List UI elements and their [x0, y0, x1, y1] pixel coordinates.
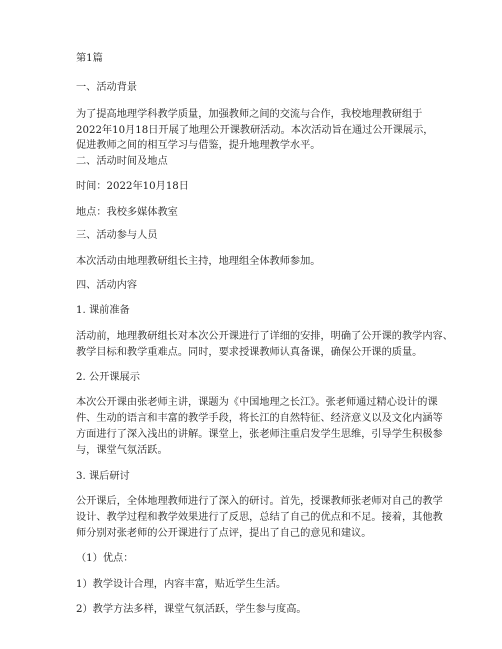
section-heading-content: 四、活动内容	[76, 280, 138, 291]
subsection-heading-discussion: 3. 课后研讨	[76, 471, 130, 482]
advantage-item: 1）教学设计合理，内容丰富，贴近学生生活。	[76, 579, 287, 590]
participants-paragraph: 本次活动由地理教研组长主持，地理组全体教师参加。	[76, 256, 321, 267]
section-heading-participants: 三、活动参与人员	[76, 230, 158, 241]
demo-paragraph-line: 方面进行了深入浅出的讲解。课堂上，张老师注重启发学生思维，引导学生积极参	[76, 429, 443, 440]
background-paragraph-line: 为了提高地理学科教学质量，加强教师之间的交流与合作，我校地理教研组于	[76, 109, 423, 120]
discussion-paragraph-line: 师分别对张老师的公开课进行了点评，提出了自己的意见和建议。	[76, 528, 372, 539]
section-heading-time-place: 二、活动时间及地点	[76, 156, 168, 167]
preparation-paragraph-line: 活动前，地理教研组长对本次公开课进行了详细的安排，明确了公开课的教学内容、	[76, 331, 453, 342]
discussion-paragraph-line: 设计、教学过程和教学效果进行了反思，总结了自己的优点和不足。接着，其他教	[76, 512, 443, 523]
subsection-heading-preparation: 1. 课前准备	[76, 305, 130, 316]
activity-time: 时间：2022年10月18日	[76, 181, 189, 192]
discussion-paragraph-line: 公开课后，全体地理教师进行了深入的研讨。首先，授课教师张老师对自己的教学	[76, 496, 443, 507]
demo-paragraph-line: 件、生动的语言和丰富的教学手段，将长江的自然特征、经济意义以及文化内涵等	[76, 413, 443, 424]
activity-place: 地点：我校多媒体教室	[76, 207, 178, 218]
demo-paragraph-line: 与，课堂气氛活跃。	[76, 445, 168, 456]
advantage-item: 2）教学方法多样，课堂气氛活跃，学生参与度高。	[76, 604, 307, 615]
section-heading-background: 一、活动背景	[76, 82, 138, 93]
background-paragraph-line: 促进教师之间的相互学习与借鉴，提升地理教学水平。	[76, 140, 321, 151]
advantages-heading: （1）优点：	[76, 553, 134, 564]
preparation-paragraph-line: 教学目标和教学重难点。同时，要求授课教师认真备课，确保公开课的质量。	[76, 347, 423, 358]
demo-paragraph-line: 本次公开课由张老师主讲，课题为《中国地理之长江》。张老师通过精心设计的课	[76, 397, 438, 408]
subsection-heading-demo: 2. 公开课展示	[76, 372, 140, 383]
background-paragraph-line: 2022年10月18日开展了地理公开课教研活动。本次活动旨在通过公开课展示，	[76, 125, 434, 136]
page-label: 第1篇	[76, 53, 103, 64]
